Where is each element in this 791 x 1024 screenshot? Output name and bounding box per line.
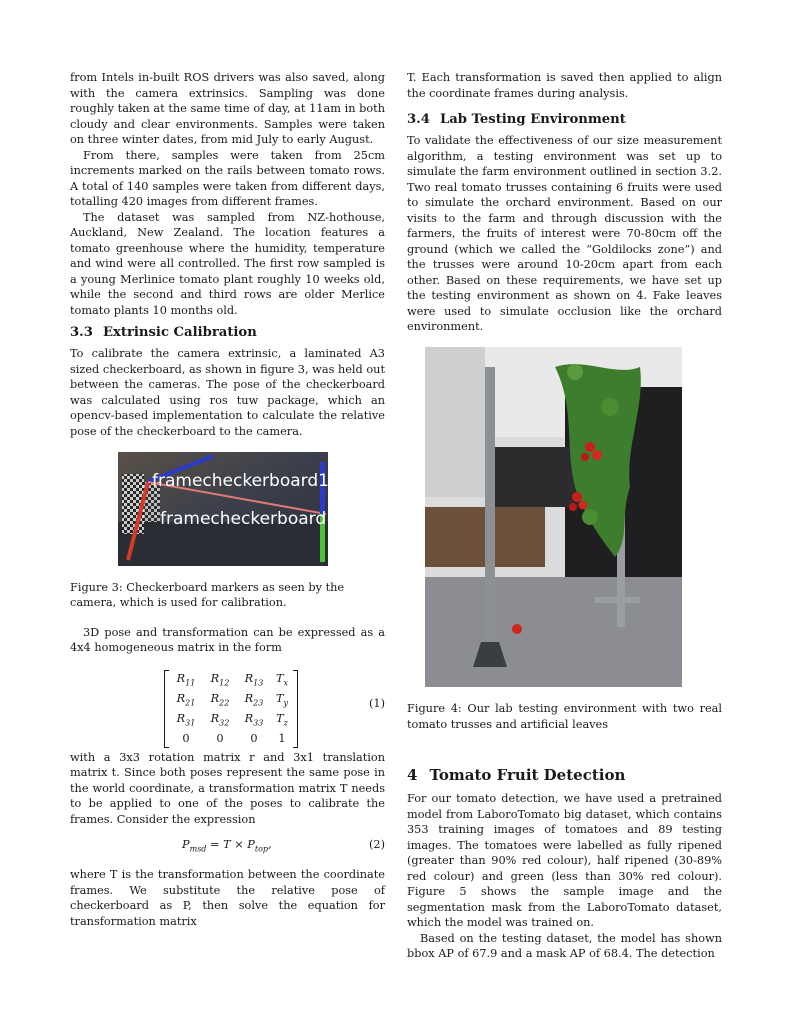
section-number: 3.3: [70, 325, 93, 340]
paragraph: 3D pose and transformation can be expressed as a 4x4 homogeneous matrix in the form: [70, 625, 385, 654]
figure-4-caption: Figure 4: Our lab testing environment with two real tomato trusses and artificial leaves: [407, 702, 722, 731]
paragraph: T. Each transformation is saved then applied to align the coordinate frames during analysis.: [407, 71, 722, 100]
equation-number: (2): [368, 838, 385, 851]
left-column: [70, 70, 385, 929]
homogeneous-matrix: $R_{11}$ $R_{12}$ $R_{13}$ $T_x$ $R_{21}$ $R_{22}$ $R_{23}$ $T_y$ $R_{31}$ $R_{32}$ $R_{33}$ $T_z$ 0 0 0 1: [164, 670, 298, 749]
paragraph: To calibrate the camera extrinsic, a laminated A3 sized checkerboard, as shown in figure 3, was held out between the cameras. The pose of the checkerboard was calculated using ros tuw package, which an opencv-based implementation to calculate the relative pose of the checkerboard to the camera.: [70, 347, 385, 438]
equation-2: $P_{msd} = T \times P_{top}$, (2): [182, 838, 385, 854]
figure-4-lab-photo: [425, 347, 682, 687]
right-column: [407, 70, 722, 962]
fig3-label-2: framecheckerboard: [160, 509, 327, 529]
section-number: 3.4: [407, 112, 430, 127]
section-title: Tomato Fruit Detection: [429, 766, 626, 784]
equation-number: (1): [368, 696, 385, 710]
figure-3-checkerboard-image: [118, 452, 328, 566]
paragraph: with a 3x3 rotation matrix r and 3x1 translation matrix t. Since both poses represent the same pose in the world coordinate, a transformation matrix T needs to be applied to one of the poses to calibrate the frames. Consider the expression: [70, 750, 385, 826]
section-number: 4: [407, 766, 418, 784]
section-title: Extrinsic Calibration: [102, 325, 257, 340]
fig3-label-1: framecheckerboard1: [152, 471, 328, 491]
section-heading-4: [407, 766, 722, 785]
paragraph: To validate the effectiveness of our size measurement algorithm, a testing environment was set up to simulate the farm environment outlined in section 3.2. Two real tomato trusses containing 6 fruits were used to simulate the orchard environment. Based on our visits to the farm and through discussion with the farmers, the fruits of interest were 70-80cm off the ground (which we called the “Goldilocks zone”) and the trusses were around 10-20cm apart from each other. Based on these requirements, we have set up the testing environment as shown on 4. Fake leaves were used to simulate occlusion like the orchard environment.: [407, 134, 722, 333]
section-heading-3-4: [407, 111, 722, 128]
paragraph: Based on the testing dataset, the model has shown bbox AP of 67.9 and a mask AP of 68.4. The detection: [407, 931, 722, 960]
section-title: Lab Testing Environment: [439, 112, 626, 127]
section-heading-3-3: [70, 324, 385, 341]
equation-1: [70, 670, 385, 746]
paragraph: From there, samples were taken from 25cm increments marked on the rails between tomato rows. A total of 140 samples were taken from different days, totalling 420 images from different frames.: [70, 148, 385, 208]
figure-3-caption: Figure 3: Checkerboard markers as seen by the camera, which is used for calibration.: [70, 580, 345, 609]
paragraph: The dataset was sampled from NZ-hothouse, Auckland, New Zealand. The location features a tomato greenhouse where the humidity, temperature and wind were all controlled. The first row sampled is a young Merlinice tomato plant roughly 10 weeks old, while the second and third rows are older Merlice tomato plants 10 months old.: [70, 210, 385, 317]
paragraph: For our tomato detection, we have used a pretrained model from LaboroTomato big dataset, which contains 353 training images of tomatoes and 89 testing images. The tomatoes were labelled as fully ripened (greater than 90% red colour), half ripened (30-89% red colour) and green (less than 30% red colour). Figure 5 shows the sample image and the segmentation mask from the LaboroTomato dataset, which the model was trained on.: [407, 792, 722, 929]
paragraph: from Intels in-built ROS drivers was also saved, along with the camera extrinsics. Sampling was done roughly taken at the same time of day, at 11am in both cloudy and clear environments. Samples were taken on three winter dates, from mid July to early August.: [70, 71, 385, 146]
paragraph: where T is the transformation between the coordinate frames. We substitute the relative pose of checkerboard as P, then solve the equation for transformation matrix: [70, 868, 385, 928]
